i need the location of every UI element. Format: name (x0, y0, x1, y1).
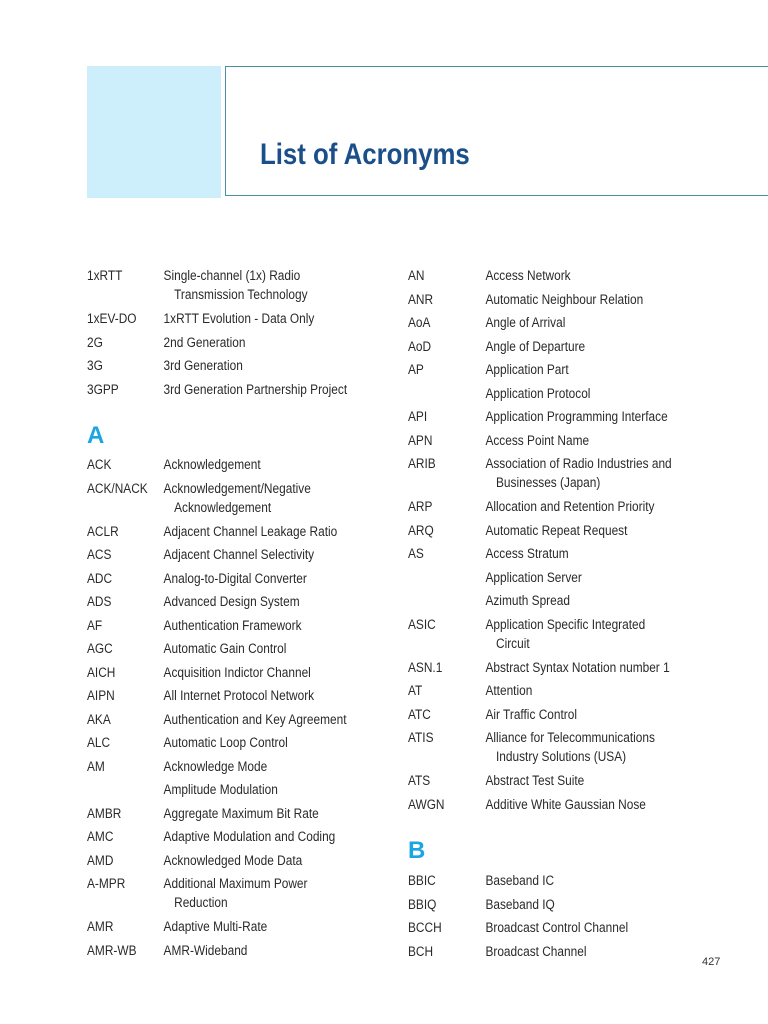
section-letter: A (87, 422, 105, 449)
definition-line: Analog-to-Digital Converter (163, 570, 307, 586)
acronym-abbreviation: ATC (408, 706, 431, 722)
definition-line: Association of Radio Industries and (485, 456, 672, 471)
acronym-definition (485, 454, 671, 492)
acronym-abbreviation: APN (408, 432, 433, 448)
acronym-definition (485, 918, 628, 937)
acronym-abbreviation: AMR (87, 919, 114, 934)
acronym-abbreviation: A-MPR (87, 876, 126, 891)
acronym-definition (164, 874, 308, 912)
acronym-definition (485, 384, 590, 403)
definition-line: Acknowledge Mode (163, 758, 268, 774)
definition-line: Broadcast Channel (485, 943, 587, 959)
acronym-definition (485, 290, 643, 309)
acronym-abbreviation: AMD (87, 852, 114, 868)
definition-line: Angle of Departure (485, 338, 586, 354)
acronym-abbreviation: ACLR (87, 523, 119, 539)
definition-line: Application Specific Integrated (485, 616, 646, 632)
definition-line: Authentication Framework (163, 617, 302, 633)
acronym-definition (164, 804, 319, 823)
acronym-definition (164, 686, 315, 705)
acronym-definition (164, 380, 348, 399)
definition-line: 1xRTT Evolution - Data Only (163, 311, 315, 326)
acronym-definition (485, 497, 654, 516)
definition-line: Aggregate Maximum Bit Rate (163, 805, 319, 821)
acronym-abbreviation: AKA (87, 711, 111, 727)
acronym-abbreviation: BCH (408, 943, 434, 959)
acronym-abbreviation: AMR-WB (87, 942, 137, 958)
acronym-definition (485, 728, 654, 766)
definition-line: Acknowledgement/Negative (163, 480, 311, 496)
acronym-abbreviation: AWGN (408, 796, 445, 812)
acronym-definition (164, 266, 308, 304)
acronym-definition (485, 591, 570, 610)
definition-line: Acquisition Indictor Channel (163, 664, 311, 680)
acronym-definition (164, 616, 302, 635)
acronym-abbreviation: ACS (87, 547, 112, 562)
section-letter: B (408, 837, 426, 864)
definition-line: Acknowledgement (163, 457, 261, 472)
definition-line: Adaptive Modulation and Coding (163, 829, 336, 844)
page-number: 427 (702, 956, 721, 968)
acronym-definition (485, 895, 554, 914)
acronym-abbreviation: ACK (87, 457, 112, 472)
acronym-abbreviation: AICH (87, 664, 116, 680)
acronym-abbreviation: AIPN (87, 688, 115, 703)
acronym-definition (164, 333, 246, 352)
acronym-abbreviation: 3G (87, 358, 103, 373)
acronym-abbreviation: ADS (87, 594, 112, 609)
acronym-definition (164, 827, 336, 846)
acronym-definition (164, 917, 268, 936)
definition-line: Additional Maximum Power (163, 876, 308, 891)
acronym-definition (485, 568, 581, 587)
acronym-definition (164, 757, 268, 776)
acronym-abbreviation: ARQ (408, 522, 434, 538)
acronym-abbreviation: ANR (408, 291, 434, 307)
acronym-definition (164, 356, 243, 375)
acronym-definition (164, 309, 315, 328)
definition-line: Automatic Neighbour Relation (485, 291, 644, 307)
definition-line: Acknowledgement (174, 499, 272, 515)
definition-line: Baseband IC (485, 873, 555, 888)
acronym-definition (164, 733, 288, 752)
acronym-abbreviation: AMBR (87, 805, 122, 821)
definition-line: Automatic Loop Control (163, 735, 288, 750)
definition-line: Single-channel (1x) Radio (163, 268, 301, 283)
acronym-definition (485, 658, 669, 677)
acronym-abbreviation: AT (408, 683, 423, 698)
definition-line: Access Stratum (485, 546, 569, 561)
acronym-definition (164, 639, 287, 658)
acronym-definition (164, 569, 307, 588)
acronym-abbreviation: AN (408, 268, 425, 283)
acronym-abbreviation: 2G (87, 334, 103, 350)
acronym-definition (164, 455, 261, 474)
acronym-definition (485, 407, 667, 426)
acronym-abbreviation: ADC (87, 570, 113, 586)
header-color-block (87, 66, 221, 198)
acronym-abbreviation: ASIC (408, 616, 436, 632)
definition-line: Acknowledged Mode Data (163, 852, 303, 868)
definition-line: Application Protocol (485, 385, 591, 401)
definition-line: Access Network (485, 268, 571, 283)
acronym-definition (485, 266, 570, 285)
acronym-definition (164, 592, 300, 611)
definition-line: 2nd Generation (163, 334, 246, 350)
acronym-abbreviation: ATS (408, 773, 431, 788)
acronym-definition (164, 479, 311, 517)
acronym-definition (485, 337, 585, 356)
acronym-abbreviation: ATIS (408, 730, 434, 745)
definition-line: Circuit (496, 635, 530, 651)
acronym-abbreviation: ACK/NACK (87, 480, 148, 496)
acronym-definition (164, 941, 248, 960)
acronym-definition (485, 771, 584, 790)
acronym-definition (485, 681, 532, 700)
acronym-definition (485, 431, 589, 450)
acronym-abbreviation: AGC (87, 641, 113, 656)
acronym-abbreviation: AP (408, 362, 424, 377)
definition-line: Azimuth Spread (485, 593, 570, 608)
acronym-definition (485, 521, 627, 540)
definition-line: Application Server (485, 569, 582, 585)
definition-line: Authentication and Key Agreement (163, 711, 347, 727)
acronym-abbreviation: AM (87, 758, 105, 774)
acronym-definition (164, 710, 347, 729)
acronym-definition (485, 544, 568, 563)
definition-line: Automatic Repeat Request (485, 522, 628, 538)
definition-line: Air Traffic Control (485, 706, 578, 722)
acronym-abbreviation: BBIC (408, 873, 436, 888)
definition-line: Broadcast Control Channel (485, 920, 629, 935)
acronym-definition (485, 313, 565, 332)
acronym-definition (164, 663, 311, 682)
acronym-definition (164, 522, 338, 541)
definition-line: Businesses (Japan) (496, 475, 601, 490)
acronym-definition (485, 360, 568, 379)
acronym-definition (164, 545, 315, 564)
acronym-definition (485, 615, 645, 653)
definition-line: Industry Solutions (USA) (496, 749, 627, 764)
acronym-abbreviation: AMC (87, 829, 114, 844)
acronym-definition (485, 871, 554, 890)
acronym-abbreviation: API (408, 409, 428, 424)
definition-line: Baseband IQ (485, 896, 555, 912)
definition-line: Transmission Technology (174, 287, 308, 302)
definition-line: Amplitude Modulation (163, 782, 278, 797)
definition-line: Abstract Syntax Notation number 1 (485, 659, 670, 675)
page-title: List of Acronyms (260, 138, 470, 171)
acronym-abbreviation: 1xEV-DO (87, 311, 137, 326)
acronym-definition (485, 795, 645, 814)
definition-line: Angle of Arrival (485, 315, 566, 330)
definition-line: Attention (485, 683, 533, 698)
acronym-definition (164, 851, 303, 870)
definition-line: Abstract Test Suite (485, 773, 585, 788)
definition-line: Reduction (174, 895, 228, 910)
definition-line: Advanced Design System (163, 594, 300, 609)
definition-line: All Internet Protocol Network (163, 688, 315, 703)
acronym-abbreviation: AF (87, 617, 103, 633)
acronym-abbreviation: 3GPP (87, 381, 119, 397)
acronym-abbreviation: 1xRTT (87, 268, 123, 283)
definition-line: 3rd Generation (163, 358, 243, 373)
acronym-abbreviation: BCCH (408, 920, 442, 935)
acronym-abbreviation: AoD (408, 338, 432, 354)
definition-line: Adjacent Channel Leakage Ratio (163, 523, 338, 539)
acronym-definition (485, 705, 577, 724)
header-frame (225, 66, 768, 196)
acronym-abbreviation: ARP (408, 499, 433, 514)
definition-line: 3rd Generation Partnership Project (163, 381, 348, 397)
definition-line: Allocation and Retention Priority (485, 499, 655, 514)
acronym-abbreviation: ALC (87, 735, 111, 750)
acronym-definition (485, 942, 586, 961)
acronym-abbreviation: ASN.1 (408, 659, 443, 675)
definition-line: Application Part (485, 362, 569, 377)
definition-line: Access Point Name (485, 432, 590, 448)
definition-line: Application Programming Interface (485, 409, 668, 424)
definition-line: Adjacent Channel Selectivity (163, 547, 315, 562)
definition-line: Automatic Gain Control (163, 641, 287, 656)
acronym-abbreviation: ARIB (408, 456, 436, 471)
acronym-definition (164, 780, 278, 799)
acronym-abbreviation: AS (408, 546, 424, 561)
acronym-abbreviation: BBIQ (408, 896, 437, 912)
definition-line: Adaptive Multi-Rate (163, 919, 268, 934)
definition-line: Additive White Gaussian Nose (485, 796, 646, 812)
definition-line: Alliance for Telecommunications (485, 730, 655, 745)
acronym-abbreviation: AoA (408, 315, 431, 330)
definition-line: AMR-Wideband (163, 942, 248, 958)
